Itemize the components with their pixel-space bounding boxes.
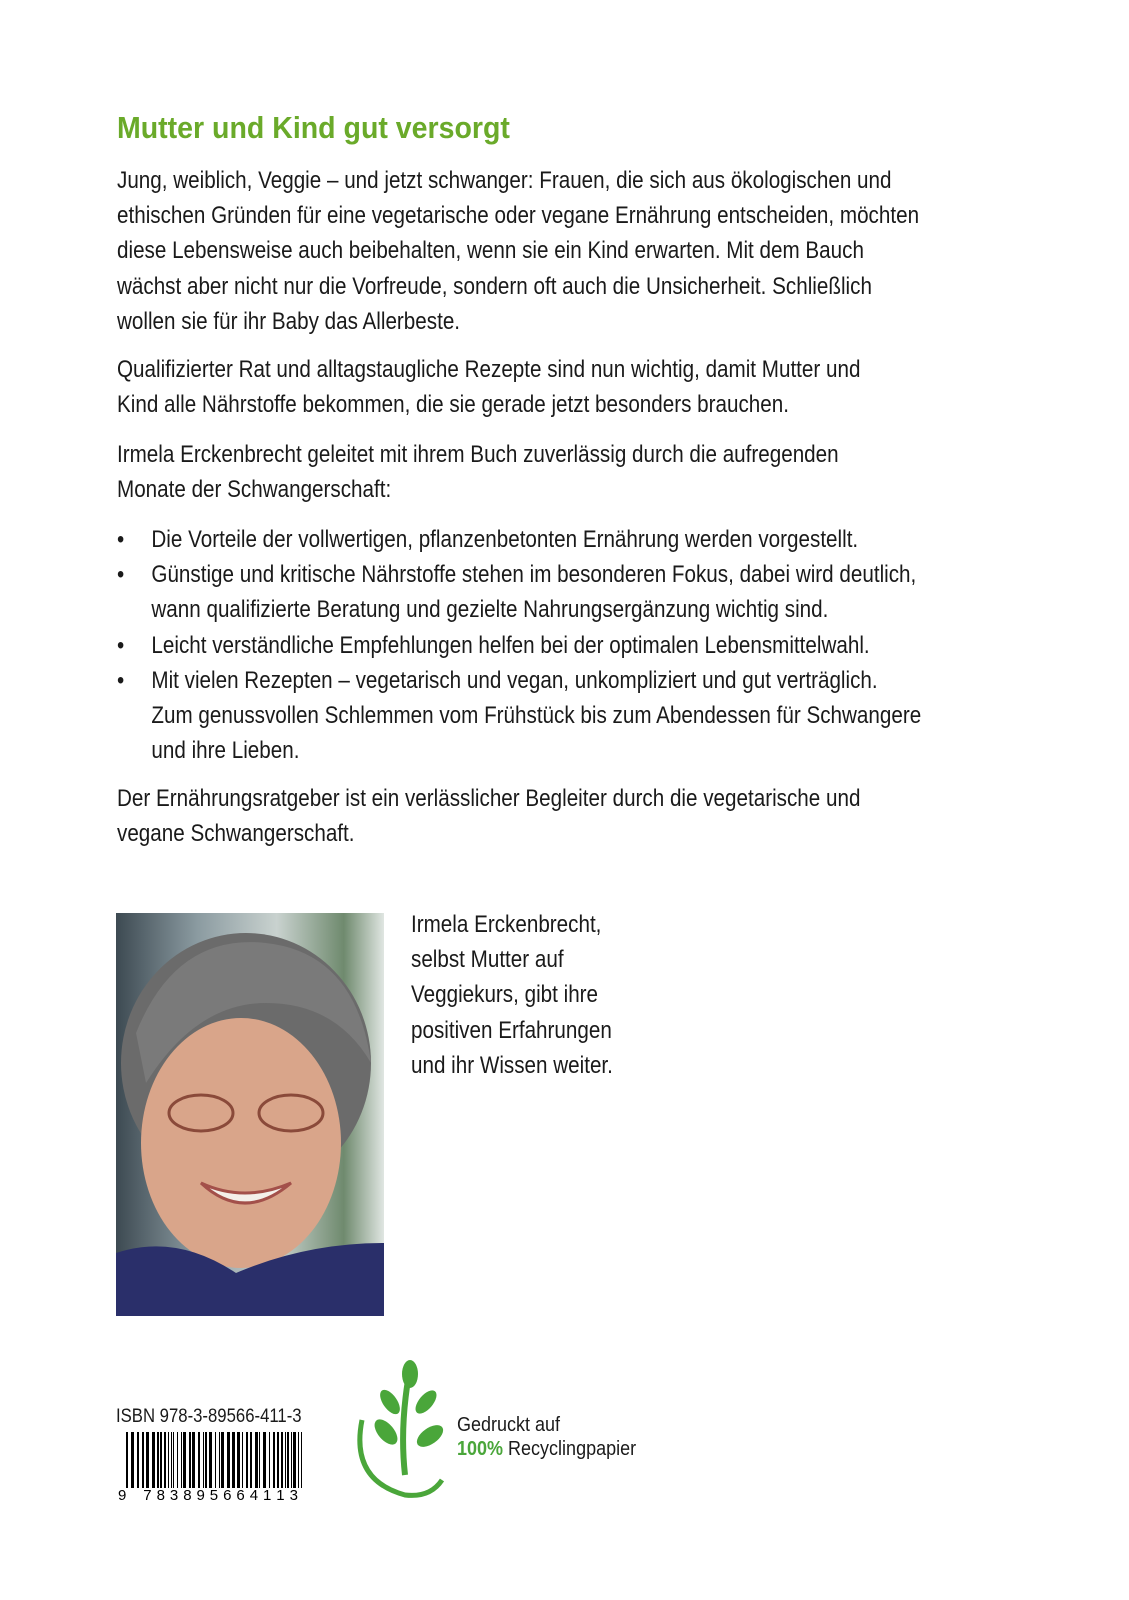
text-line: Irmela Erckenbrecht geleitet mit ihrem Buch zuverlässig durch die aufregenden bbox=[117, 441, 839, 468]
barcode-bar bbox=[209, 1432, 212, 1488]
list-item-line bbox=[117, 698, 921, 733]
advice-paragraph bbox=[117, 352, 860, 422]
text-line: Der Ernährungsratgeber ist ein verlässlicher Begleiter durch die vegetarische und bbox=[117, 785, 861, 812]
barcode-bar bbox=[259, 1432, 260, 1488]
barcode-bar bbox=[152, 1432, 155, 1488]
barcode-bar bbox=[263, 1432, 266, 1488]
barcode-bar bbox=[168, 1432, 169, 1488]
barcode-digit: 6 bbox=[236, 1487, 245, 1502]
barcode-bar bbox=[298, 1432, 299, 1488]
list-item-text: Die Vorteile der vollwertigen, pflanzenbetonten Ernährung werden vorgestellt. bbox=[151, 526, 859, 553]
barcode-bar bbox=[285, 1432, 286, 1488]
recycling-percent: 100% bbox=[457, 1438, 504, 1460]
barcode-bar bbox=[160, 1432, 162, 1488]
text-line: Kind alle Nährstoffe bekommen, die sie gerade jetzt besonders brauchen. bbox=[117, 391, 789, 419]
bullet-icon: • bbox=[117, 666, 125, 694]
barcode-bar bbox=[227, 1432, 230, 1488]
barcode-bar bbox=[205, 1432, 207, 1488]
text-line: Irmela Erckenbrecht, bbox=[411, 911, 602, 938]
barcode-digit: 3 bbox=[289, 1487, 298, 1502]
isbn: ISBN 978-3-89566-411-3 bbox=[116, 1406, 302, 1427]
barcode-digit: 8 bbox=[156, 1487, 165, 1502]
barcode-bar bbox=[198, 1432, 200, 1488]
list-item bbox=[117, 522, 921, 557]
barcode-bar bbox=[157, 1432, 159, 1488]
text-line: Jung, weiblich, Veggie – und jetzt schwanger: Frauen, die sich aus ökologischen und bbox=[117, 167, 892, 194]
barcode-digit: 1 bbox=[263, 1487, 272, 1502]
plant-logo-icon bbox=[350, 1360, 450, 1500]
list-item bbox=[117, 663, 921, 769]
bullet-icon: • bbox=[117, 561, 125, 589]
barcode-digit: 9 bbox=[196, 1487, 205, 1502]
author-paragraph bbox=[117, 437, 839, 507]
list-item bbox=[117, 628, 921, 663]
barcode-bar bbox=[171, 1432, 172, 1488]
barcode-bar bbox=[287, 1432, 289, 1488]
barcode-bar bbox=[131, 1432, 134, 1488]
barcode-bar bbox=[273, 1432, 275, 1488]
text-line: Qualifizierter Rat und alltagstaugliche Rezepte sind nun wichtig, damit Mutter und bbox=[117, 356, 861, 383]
list-item-line bbox=[117, 592, 921, 627]
barcode-digit: 5 bbox=[209, 1487, 219, 1502]
recycling-line2: Recyclingpapier bbox=[508, 1438, 637, 1460]
text-line: selbst Mutter auf bbox=[411, 946, 564, 974]
bullet-list bbox=[117, 522, 921, 768]
list-item-text: Günstige und kritische Nährstoffe stehen im besonderen Fokus, dabei wird deutlich, bbox=[151, 561, 917, 589]
barcode-bar bbox=[232, 1432, 235, 1488]
text-line: diese Lebensweise auch beibehalten, wenn sie ein Kind erwarten. Mit dem Bauch bbox=[117, 237, 864, 265]
barcode-bar bbox=[203, 1432, 204, 1488]
recycling-note bbox=[457, 1413, 636, 1461]
barcode-bar bbox=[173, 1432, 174, 1488]
list-item-text: und ihre Lieben. bbox=[151, 737, 300, 765]
text-line: wollen sie für ihr Baby das Allerbeste. bbox=[117, 307, 461, 335]
recycling-line1: Gedruckt auf bbox=[457, 1414, 561, 1436]
bullet-icon: • bbox=[117, 526, 125, 553]
barcode-bar bbox=[192, 1432, 195, 1488]
text-line: Monate der Schwangerschaft: bbox=[117, 476, 392, 504]
barcode-bar bbox=[146, 1432, 149, 1488]
barcode-digit: 4 bbox=[249, 1487, 259, 1502]
list-item-text: wann qualifizierte Beratung und gezielte Nahrungsergänzung wichtig sind. bbox=[151, 596, 829, 624]
list-item-line bbox=[117, 557, 921, 592]
barcode-bar bbox=[142, 1432, 144, 1488]
barcode-bar bbox=[246, 1432, 248, 1488]
barcode-digit: 6 bbox=[223, 1487, 232, 1502]
barcode-bar bbox=[137, 1432, 139, 1488]
author-bio bbox=[411, 907, 613, 1083]
text-line: wächst aber nicht nur die Vorfreude, sondern oft auch die Unsicherheit. Schließlich bbox=[117, 272, 872, 300]
barcode-bar bbox=[293, 1432, 296, 1488]
barcode-bar bbox=[189, 1432, 191, 1488]
barcode-bar bbox=[301, 1432, 302, 1488]
barcode-bar bbox=[277, 1432, 279, 1488]
intro-paragraph bbox=[117, 163, 919, 339]
barcode-bar bbox=[177, 1432, 178, 1488]
list-item-line bbox=[117, 628, 921, 663]
barcode-bar bbox=[183, 1432, 186, 1488]
text-line: und ihr Wissen weiter. bbox=[411, 1051, 613, 1079]
barcode-bar bbox=[181, 1432, 182, 1488]
list-item-line bbox=[117, 522, 921, 557]
page-title: Mutter und Kind gut versorgt bbox=[117, 110, 510, 145]
author-photo bbox=[116, 913, 384, 1316]
barcode-bar bbox=[237, 1432, 240, 1488]
barcode-digit: 3 bbox=[169, 1487, 179, 1502]
list-item-text: Mit vielen Rezepten – vegetarisch und vegan, unkompliziert und gut verträglich. bbox=[151, 666, 878, 694]
list-item-text: Leicht verständliche Empfehlungen helfen bei der optimalen Lebensmittelwahl. bbox=[151, 631, 870, 659]
barcode-digit: 9 bbox=[118, 1487, 127, 1502]
list-item bbox=[117, 557, 921, 627]
barcode-bar bbox=[291, 1432, 292, 1488]
barcode bbox=[116, 1432, 306, 1502]
barcode-bar bbox=[221, 1432, 224, 1488]
barcode-bar bbox=[269, 1432, 270, 1488]
barcode-bar bbox=[215, 1432, 216, 1488]
barcode-digit: 7 bbox=[143, 1487, 152, 1502]
list-item-text: Zum genussvollen Schlemmen vom Frühstück bis zum Abendessen für Schwangere bbox=[151, 702, 922, 730]
barcode-bar bbox=[219, 1432, 220, 1488]
barcode-bar bbox=[242, 1432, 243, 1488]
text-line: vegane Schwangerschaft. bbox=[117, 820, 355, 848]
text-line: Veggiekurs, gibt ihre bbox=[411, 981, 599, 1009]
closing-paragraph bbox=[117, 781, 860, 851]
barcode-bar bbox=[164, 1432, 166, 1488]
barcode-digit: 1 bbox=[276, 1487, 285, 1502]
list-item-line bbox=[117, 663, 921, 698]
barcode-digit: 8 bbox=[183, 1487, 192, 1502]
barcode-bar bbox=[250, 1432, 252, 1488]
barcode-bar bbox=[255, 1432, 258, 1488]
barcode-bar bbox=[126, 1432, 128, 1488]
list-item-line bbox=[117, 733, 921, 768]
text-line: ethischen Gründen für eine vegetarische oder vegane Ernährung entscheiden, möchten bbox=[117, 202, 920, 230]
text-line: positiven Erfahrungen bbox=[411, 1016, 612, 1044]
bullet-icon: • bbox=[117, 631, 125, 659]
barcode-bar bbox=[281, 1432, 283, 1488]
